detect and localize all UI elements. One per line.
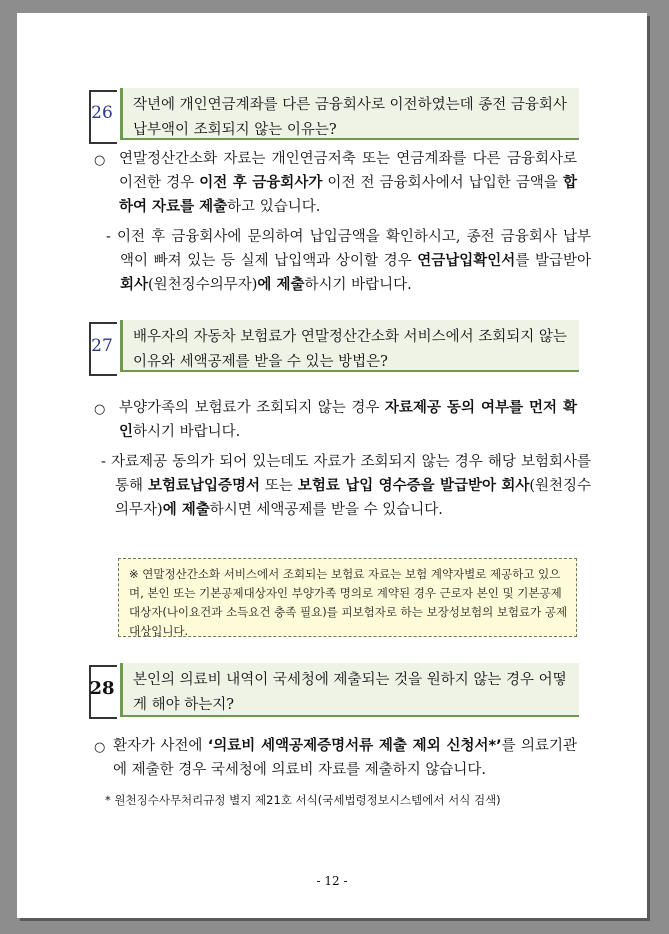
question-number: 26	[91, 103, 113, 123]
bullet-icon: ○	[94, 153, 106, 168]
answer-subparagraph: - 자료제공 동의가 되어 있는데도 자료가 조회되지 않는 경우 해당 보험회사를 통해 보험료납입증명서 또는 보험료 납입 영수증을 발급받아 회사(원천징수의무자)에 제출하시면 세액공제를 받을 수 있습니다.	[101, 454, 592, 518]
page-number: - 12 -	[316, 874, 348, 888]
answer-subparagraph: - 이전 후 금융회사에 문의하여 납입금액을 확인하시고, 종전 금융회사 납부액이 빠져 있는 등 실제 납입액과 상이할 경우 연금납입확인서를 발급받아 회사(원천징수의무자)에 제출하시기 바랍니다.	[106, 229, 591, 293]
question-number: 28	[89, 678, 115, 699]
answer-paragraph: 부양가족의 보험료가 조회되지 않는 경우 자료제공 동의 여부를 먼저 확인하시기 바랍니다.	[119, 400, 577, 440]
bullet-icon: ○	[94, 740, 106, 755]
answer-paragraph: 환자가 사전에 ‘의료비 세액공제증명서류 제출 제외 신청서*’를 의료기관에 제출한 경우 국세청에 의료비 자료를 제출하지 않습니다.	[113, 738, 577, 778]
footnote: * 원천징수사무처리규정 별지 제21호 서식(국세법령정보시스템에서 서식 검색)	[105, 793, 501, 807]
document-page	[17, 13, 647, 918]
question-title: 작년에 개인연금계좌를 다른 금융회사로 이전하였는데 종전 금융회사 납부액이 조회되지 않는 이유는?	[133, 97, 567, 138]
note-text: ※ 연말정산간소화 서비스에서 조회되는 보험료 자료는 보험 계약자별로 제공하고 있으며, 본인 또는 기본공제대상자인 부양가족 명의로 계약된 경우 근로자 본인 및 기본공제 대상자(나이요건과 소득요건 충족 필요)를 피보험자로 하는 보장성보험의 보험료가 공제 대상입니다.	[129, 567, 568, 638]
note-box	[118, 558, 577, 637]
answer-paragraph: 연말정산간소화 자료는 개인연금저축 또는 연금계좌를 다른 금융회사로 이전한 경우 이전 후 금융회사가 이전 전 금융회사에서 납입한 금액을 합하여 자료를 제출하고 있습니다.	[119, 151, 577, 215]
question-box	[120, 320, 579, 372]
bullet-icon: ○	[94, 402, 106, 417]
question-number: 27	[91, 336, 113, 356]
question-title: 배우자의 자동차 보험료가 연말정산간소화 서비스에서 조회되지 않는 이유와 세액공제를 받을 수 있는 방법은?	[133, 329, 567, 370]
question-title: 본인의 의료비 내역이 국세청에 제출되는 것을 원하지 않는 경우 어떻게 해야 하는지?	[133, 672, 567, 713]
question-box	[120, 663, 579, 717]
question-box	[120, 88, 579, 140]
